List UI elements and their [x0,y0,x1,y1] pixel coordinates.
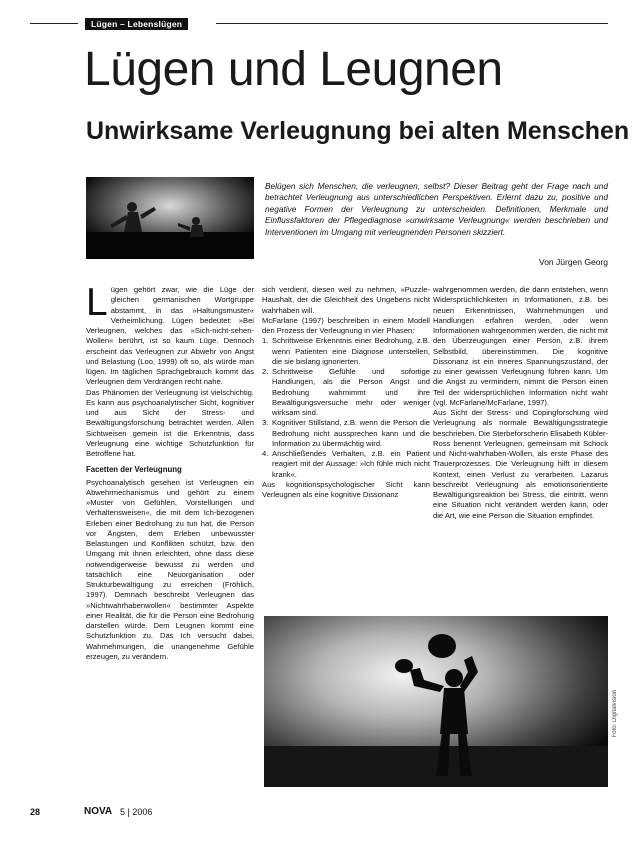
list-item: 3. Kognitiver Stillstand, z.B. wenn die Person die Bedrohung nicht aussprechen kann und die Information zu übermächtig wird. [262,418,430,448]
body-paragraph: wahrgenommen werden, die dann entstehen, wenn Widersprüchlichkeiten in Informationen, z.B. bei neuen Erkenntnissen, Wahrnehmungen und Handlungen erfahren werden, oder wenn Informationen wahrgenommen werden, die nicht mit den Überzeugungen einer Person, z.B. ihrem Selbstbild, übereinstimmen. Die kognitive Dissonanz ist ein inneres Spannungszustand, der zu einer gewissen Verleugnung führen kann. Um die Angst zu vermindern, nimmt die Person einen Teil der widersprüchlichen Information nicht wahr (vgl. McFarlane/McFarlane, 1997). [433,285,608,407]
body-paragraph: Das Phänomen der Verleugnung ist vielschichtig. Es kann aus psychoanalytischer Sicht, kognitiver und aus Sicht der Stress- und Bewältigungsforschung betrachtet werden. Allen Sichtweisen gemein ist die Erkenntnis, dass Verleugnung eine wichtige Schutzfunktion für Betroffene hat. [86,387,254,458]
magazine-brand: NOVA [84,806,113,817]
body-paragraph: sich verdient, diesen weil zu nehmen, »Puzzle-Haushalt, der die Gleichheit des Ungebens nicht wahrhaben will. [262,285,430,315]
issue-number: 5 | 2006 [120,807,153,817]
article-subtitle: Unwirksame Verleugnung bei alten Menschen [86,117,630,145]
lead-paragraph: Belügen sich Menschen, die verleugnen, selbst? Dieser Beitrag geht der Frage nach und betrachtet Verleugnung aus unterschiedlichen Perspektiven. Erlernt dazu zu, positive und negative Formen der Verleugnung zu unterscheiden. Definitionen, Merkmale und Einflussfaktoren der Pflegediagnose »unwirksame Verleugnung« werden beschrieben und Interventionen im Umgang mit verleugnenden Personen skizziert. [265,181,608,237]
body-column-3 [433,285,608,521]
list-item: 1. Schrittweise Erkenntnis einer Bedrohung, z.B. wenn Patienten eine Diagnose unterstellen, die sie bislang ignorierten. [262,336,430,366]
section-tag: Lügen – Lebenslügen [85,18,188,30]
feature-photo [264,616,608,787]
body-paragraph: Lügen gehört zwar, wie die Lüge der gleichen germanischen Wortgruppe abstammt, in das »Haltungsmuster« Verheimlichung. Lügen bedeutet: »Bei Verleugnen, welches das »Sich-nicht-sehen-Wollen« berührt, ist so kaum Lüge. Dennoch erscheint das Verleugnen zur Abwehr von Angst und Belastung (Loo, 1999) oft so, als würde man lügen. Im täglichen Sprachgebrauch kommt das Verleugnen dem Verdrängen recht nahe. [86,281,254,387]
drop-cap: L [86,281,108,324]
author-byline: Von Jürgen Georg [539,257,608,267]
list-item: 4. Anschließendes Verhalten, z.B. ein Patient reagiert mit der Aussage: »Ich fühle mich nicht krank«. [262,449,430,479]
body-paragraph: Aus Sicht der Stress- und Copingforschung wird Verleugnung als normale Bewältigungsstrategie beschrieben. Die Sterbeforscherin Elisabeth Kübler-Ross benennt Verleugnen, gemeinsam mit Schock und Nicht-wahrhaben-Wollen, als erste Phase des Trauerprozesses. Die Verleugnung hilft in diesem Kontext, einen Verlust zu verarbeiten. Lazarus beschreibt Verleugnung als emotionsorientierte Bewältigungsreaktion bei Stress, die eintritt, wenn eine Situation nicht verändert werden kann, oder die Art, wie eine Person die Situation empfindet. [433,408,608,520]
body-paragraph: Psychoanalytisch gesehen ist Verleugnen ein Abwehrmechanismus und gehört zu einem »Muster von Gefühlen, Vorstellungen und Verhaltensweisen«, die mit dem Ich-bezogenen Erleben einer Bedrohung zu tun hat, die Person vor Ängsten, dem Erleben unbewusster Belastungen und Konflikten schützt, bzw. den Umgang mit ihnen erleichtert, ohne dass diese notwendigerweise bewusst zu werden und tatsächlich eine Neuorganisation oder Strukturbewältigung zu erreichen (Fröhlich, 1997). Demnach beschreibt Verleugnen das »Nichtwahrhabenwollen« bestimmter Aspekte einer Realität, die für die Person eine Bedrohung darstellen würde. Dem Leugnen kommt eine Schutzfunktion zu. Das Ich versucht dabei, Wahrnehmungen, die unangenehme Gefühle erzeugen, zu verändern. [86,477,254,661]
section-subhead: Facetten der Verleugnung [86,465,182,475]
figure-silhouette-image [86,177,254,259]
body-column-2 [262,285,430,500]
header-photo [86,177,254,259]
top-rule-left [30,23,78,24]
boxer-figure-image [264,616,608,787]
body-paragraph: Aus kognitionspsychologischer Sicht kann Verleugnen als eine kognitive Dissonanz [262,479,430,499]
body-paragraph: McFarlane (1997) beschreiben in einem Modell den Prozess der Verleugnung in vier Phasen: [262,315,430,335]
page-number: 28 [30,807,41,817]
body-column-1 [86,281,254,662]
photo-credit: Foto: Digitalvision [612,690,618,738]
top-rule [216,23,608,24]
article-title: Lügen und Leugnen [84,43,503,96]
list-item: 2. Schrittweise Gefühle und sofortige Handlungen, als die Person Angst und Bedrohung wahrnimmt und ihre Bewältigungsversuche mehr oder weniger wirksam sind. [262,367,430,417]
